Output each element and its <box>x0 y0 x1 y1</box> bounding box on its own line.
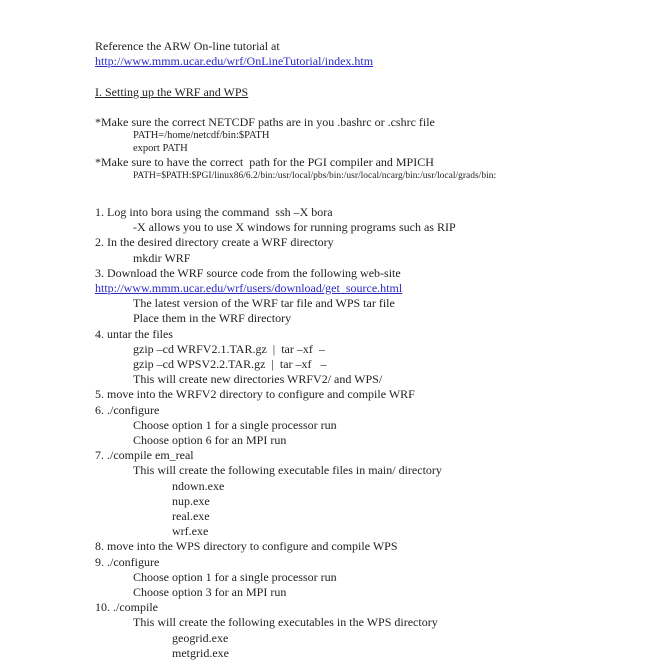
document-line: real.exe <box>172 508 210 523</box>
document-line: 5. move into the WRFV2 directory to configure and compile WRF <box>95 387 415 402</box>
document-line: Choose option 3 for an MPI run <box>133 584 287 599</box>
document-line: *Make sure the correct NETCDF paths are in you .bashrc or .cshrc file <box>95 114 435 129</box>
document-line: wrf.exe <box>172 524 209 539</box>
document-line: 7. ./compile em_real <box>95 448 194 463</box>
document-line: nup.exe <box>172 493 210 508</box>
document-line: mkdir WRF <box>133 250 191 265</box>
document-line: Choose option 1 for a single processor run <box>133 417 337 432</box>
document-line: PATH=/home/netcdf/bin:$PATH <box>133 130 270 142</box>
document-line: PATH=$PATH:$PGI/linux86/6.2/bin:/usr/local/pbs/bin:/usr/local/ncarg/bin:/usr/local/grads/bin: <box>133 171 497 182</box>
document-line: gzip –cd WRFV2.1.TAR.gz | tar –xf – <box>133 341 325 356</box>
document-line: gzip –cd WPSV2.2.TAR.gz | tar –xf – <box>133 356 327 371</box>
document-line: geogrid.exe <box>172 630 229 645</box>
document-line: export PATH <box>133 142 188 154</box>
document-line: 10. ./compile <box>95 600 158 615</box>
document-line: This will create new directories WRFV2/ and WPS/ <box>133 372 383 387</box>
section-heading: I. Setting up the WRF and WPS <box>95 84 249 99</box>
document-line: Place them in the WRF directory <box>133 311 292 326</box>
document-line: Choose option 1 for a single processor run <box>133 569 337 584</box>
link-get-source[interactable]: http://www.mmm.ucar.edu/wrf/users/download/get_source.html <box>95 280 403 295</box>
document-line: Choose option 6 for an MPI run <box>133 432 287 447</box>
document-line: 4. untar the files <box>95 326 173 341</box>
blank-line <box>95 69 605 84</box>
paragraph-spacer <box>95 183 605 205</box>
link-online-tutorial[interactable]: http://www.mmm.ucar.edu/wrf/OnLineTutorial/index.htm <box>95 54 374 69</box>
document-line: Reference the ARW On-line tutorial at <box>95 39 280 53</box>
document-line: 1. Log into bora using the command ssh –X bora <box>95 204 333 219</box>
document-line: This will create the following executable files in main/ directory <box>133 463 442 478</box>
document-line: 3. Download the WRF source code from the following web-site <box>95 265 401 280</box>
document-line: 2. In the desired directory create a WRF directory <box>95 235 334 250</box>
document-line: *Make sure to have the correct path for the PGI compiler and MPICH <box>95 155 434 170</box>
document-line: 9. ./configure <box>95 554 160 569</box>
document-line: metgrid.exe <box>172 645 229 660</box>
document-line: The latest version of the WRF tar file and WPS tar file <box>133 296 395 311</box>
document-line: ndown.exe <box>172 478 225 493</box>
document-line: 6. ./configure <box>95 402 160 417</box>
document-line <box>95 281 605 296</box>
document-line: This will create the following executables in the WPS directory <box>133 615 438 630</box>
document-line: 8. move into the WPS directory to configure and compile WPS <box>95 539 398 554</box>
document-line <box>95 54 605 69</box>
blank-line <box>95 100 605 115</box>
document-line: -X allows you to use X windows for running programs such as RIP <box>133 220 456 235</box>
